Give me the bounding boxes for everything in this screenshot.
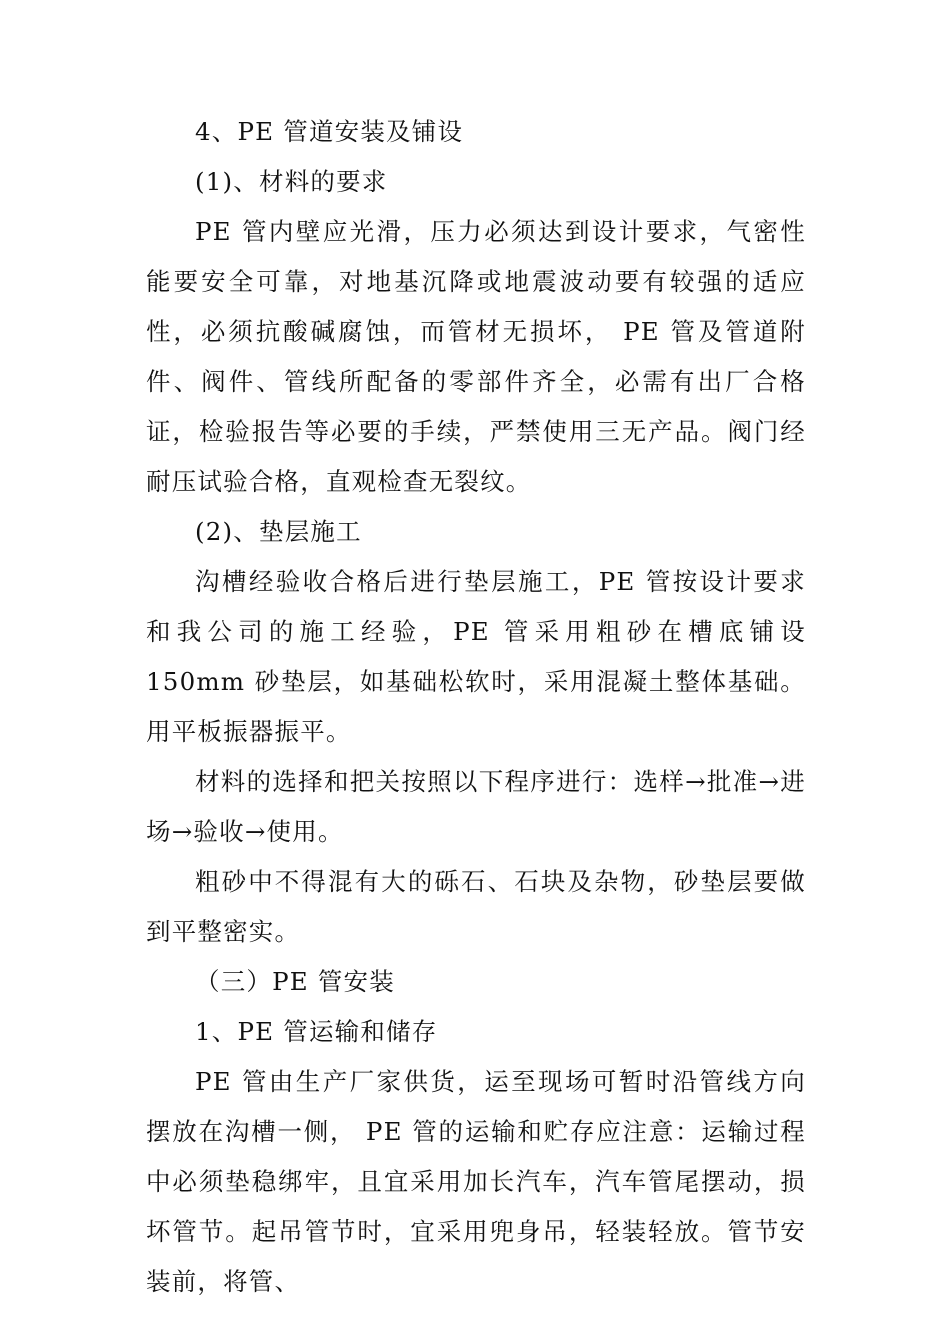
section-heading-pe-pipe-install: （三）PE 管安装: [195, 967, 395, 996]
document-body: [146, 107, 806, 1307]
subsection-heading-material-requirements: (1)、材料的要求: [195, 167, 388, 196]
paragraph-coarse-sand-requirements: 粗砂中不得混有大的砾石、石块及杂物，砂垫层要做到平整密实。: [146, 867, 806, 946]
section-heading-pe-pipe-installation: 4、PE 管道安装及铺设: [195, 117, 464, 146]
paragraph-material-selection-procedure: 材料的选择和把关按照以下程序进行：选样→批准→进场→验收→使用。: [146, 767, 806, 846]
paragraph-bedding-construction: 沟槽经验收合格后进行垫层施工，PE 管按设计要求和我公司的施工经验，PE 管采用粗砂在槽底铺设 150mm 砂垫层，如基础松软时，采用混凝土整体基础。用平板振器振平。: [146, 567, 806, 746]
subsection-heading-bedding-construction: (2)、垫层施工: [195, 517, 362, 546]
paragraph-material-requirements: PE 管内壁应光滑，压力必须达到设计要求，气密性能要安全可靠，对地基沉降或地震波动要有较强的适应性，必须抗酸碱腐蚀，而管材无损坏， PE 管及管道附件、阀件、管线所配备的零部件齐全，必需有出厂合格证，检验报告等必要的手续，严禁使用三无产品。阀门经耐压试验合格，直观检查无裂纹。: [146, 217, 806, 496]
paragraph-transport-storage: PE 管由生产厂家供货，运至现场可暂时沿管线方向摆放在沟槽一侧， PE 管的运输和贮存应注意：运输过程中必须垫稳绑牢，且宜采用加长汽车，汽车管尾摆动，损坏管节。起吊管节时，宜采用兜身吊，轻装轻放。管节安装前，将管、: [146, 1067, 806, 1296]
subsection-heading-transport-storage: 1、PE 管运输和储存: [195, 1017, 438, 1046]
